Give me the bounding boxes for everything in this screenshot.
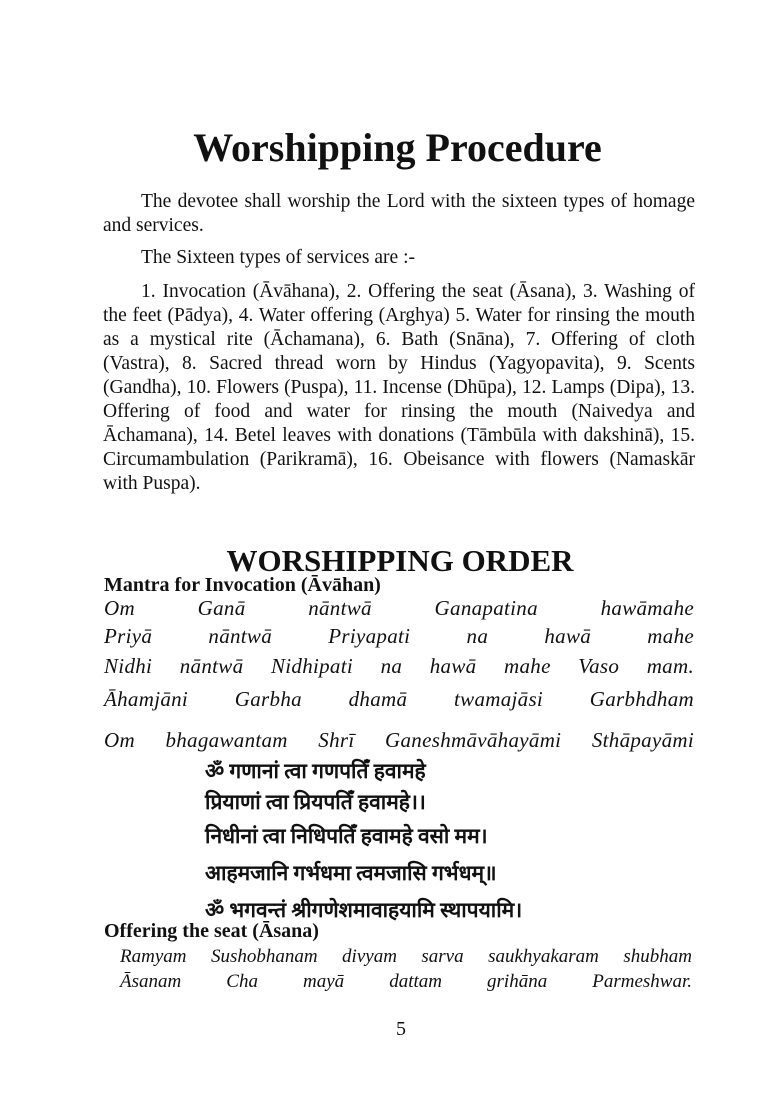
services-intro: The Sixteen types of services are :- [141,247,415,268]
intro-paragraph: The devotee shall worship the Lord with the sixteen types of homage and services. [103,191,695,236]
devanagari-line: प्रियाणां त्वा प्रियपतिँ हवामहे।। [205,790,426,814]
section-heading-worshipping-order: WORSHIPPING ORDER [226,543,574,578]
mantra-line: Āhamjāni Garbha dhamā twamajāsi Garbhdham [104,687,694,711]
devanagari-line: आहमजानि गर्भधमा त्वमजासि गर्भधम्॥ [205,861,497,885]
services-list: 1. Invocation (Āvāhana), 2. Offering the seat (Āsana), 3. Washing of the feet (Pādya), 4. Water offering (Arghya) 5. Water for rinsing the mouth as a mystical rite (Āchamana), 6. Bath (Snāna), 7. Offering of cloth (Vastra), 8. Sacred thread worn by Hindus (Yagyopavita), 9. Scents (Gandha), 10. Flowers (Puspa), 11. Incense (Dhūpa), 12. Lamps (Dipa), 13. Offering of food and water for rinsing the mouth (Naivedya and Āchamana), 14. Betel leaves with donations (Tāmbūla with dakshinā), 15. Circumambulation (Parikramā), 16. Obeisance with flowers (Namaskār with Puspa). [103,281,695,494]
devanagari-line: ॐ भगवन्तं श्रीगणेशमावाहयामि स्थापयामि। [205,898,523,922]
page-number: 5 [396,1018,406,1040]
mantra-line: Priyā nāntwā Priyapati na hawā mahe [104,624,694,648]
page-title: Worshipping Procedure [193,125,602,170]
seat-heading: Offering the seat (Āsana) [104,920,319,942]
devanagari-line: निधीनां त्वा निधिपतिँ हवामहे वसो मम। [205,824,488,848]
mantra-line: Om Ganā nāntwā Ganapatina hawāmahe [104,596,694,620]
mantra-line: Nidhi nāntwā Nidhipati na hawā mahe Vaso mam. [104,654,694,678]
devanagari-line: ॐ गणानां त्वा गणपतिँ हवामहे [205,759,426,783]
invocation-heading: Mantra for Invocation (Āvāhan) [104,574,381,596]
seat-mantra-line: Ramyam Sushobhanam divyam sarva saukhyakaram shubham [120,946,692,967]
seat-mantra-line: Āsanam Cha mayā dattam grihāna Parmeshwar. [120,971,692,992]
mantra-line: Om bhagawantam Shrī Ganeshmāvāhayāmi Sthāpayāmi [104,728,694,752]
